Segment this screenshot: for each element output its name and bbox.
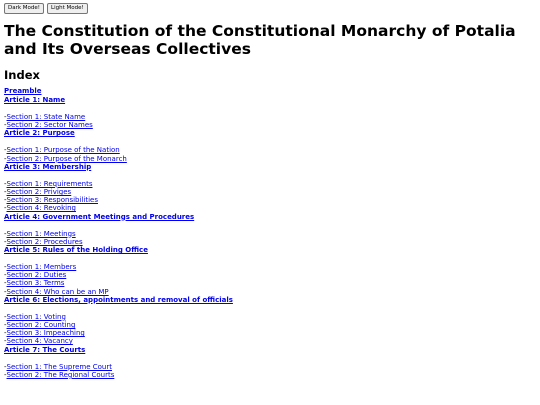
article-link[interactable]: Article 4: Government Meetings and Procedures: [4, 212, 195, 221]
section-link[interactable]: Section 2: Priviges: [6, 188, 72, 197]
article-block: [4, 346, 536, 379]
section-item: [4, 371, 536, 379]
index-heading: Index: [4, 68, 40, 82]
section-link[interactable]: Section 1: The Supreme Court: [6, 362, 112, 371]
section-dash: -: [4, 263, 7, 272]
article-block: [4, 213, 536, 246]
section-item: [4, 146, 536, 154]
section-link[interactable]: Section 1: Meetings: [6, 229, 76, 238]
section-list: [4, 230, 536, 246]
page-title: The Constitution of the Constitutional Monarchy of Potalia and Its Overseas Collectives: [4, 22, 516, 58]
section-item: [4, 204, 536, 212]
section-dash: -: [4, 113, 7, 121]
section-item: [4, 180, 536, 188]
article-link[interactable]: Article 5: Rules of the Holding Office: [4, 246, 148, 255]
section-link[interactable]: Section 1: Voting: [6, 312, 66, 321]
article-block: [4, 129, 536, 162]
preamble-link[interactable]: Preamble: [4, 87, 42, 95]
section-link[interactable]: Section 3: Impeaching: [6, 329, 85, 338]
section-dash: -: [4, 146, 7, 155]
section-dash: -: [4, 362, 7, 371]
section-dash: -: [4, 179, 7, 188]
section-list: [4, 263, 536, 296]
section-link[interactable]: Section 2: The Regional Courts: [6, 370, 115, 379]
section-item: [4, 313, 536, 321]
section-link[interactable]: Section 2: Procedures: [6, 237, 83, 246]
light-mode-button[interactable]: Light Mode!: [47, 3, 88, 14]
article-link[interactable]: Article 6: Elections, appointments and removal of officials: [4, 295, 233, 304]
section-item: [4, 188, 536, 196]
section-list: [4, 313, 536, 346]
section-item: [4, 321, 536, 329]
section-link[interactable]: Section 2: Counting: [6, 321, 76, 330]
section-dash: -: [4, 287, 7, 296]
article-link[interactable]: Article 2: Purpose: [4, 129, 75, 138]
section-item: [4, 363, 536, 371]
section-list: [4, 146, 536, 162]
section-dash: -: [4, 121, 7, 130]
section-dash: -: [4, 312, 7, 321]
section-dash: -: [4, 188, 7, 197]
section-item: [4, 279, 536, 287]
section-item: [4, 288, 536, 296]
section-item: [4, 271, 536, 279]
section-dash: -: [4, 196, 7, 205]
section-dash: -: [4, 271, 7, 280]
article-link[interactable]: Article 3: Membership: [4, 162, 92, 171]
section-list: [4, 113, 536, 129]
section-link[interactable]: Section 3: Responsibilities: [6, 196, 98, 205]
dark-mode-button[interactable]: Dark Mode!: [4, 3, 44, 14]
section-link[interactable]: Section 4: Who can be an MP: [6, 287, 109, 296]
section-item: [4, 230, 536, 238]
section-list: [4, 363, 536, 379]
section-dash: -: [4, 329, 7, 338]
section-dash: -: [4, 279, 7, 288]
section-link[interactable]: Section 1: Members: [6, 263, 77, 272]
section-dash: -: [4, 321, 7, 330]
article-block: [4, 163, 536, 213]
section-item: [4, 121, 536, 129]
section-link[interactable]: Section 4: Vacancy: [6, 337, 73, 346]
section-link[interactable]: Section 4: Revoking: [6, 204, 76, 213]
article-index: [4, 96, 536, 379]
article-block: [4, 246, 536, 296]
section-dash: -: [4, 154, 7, 163]
section-link[interactable]: Section 1: Purpose of the Nation: [6, 146, 120, 155]
mode-buttons: [4, 3, 536, 14]
section-link[interactable]: Section 1: Requirements: [6, 179, 93, 188]
section-dash: -: [4, 237, 7, 246]
section-item: [4, 337, 536, 345]
section-item: [4, 155, 536, 163]
section-dash: -: [4, 337, 7, 346]
section-dash: -: [4, 229, 7, 238]
section-item: [4, 113, 536, 121]
article-link[interactable]: Article 7: The Courts: [4, 345, 86, 354]
section-item: [4, 196, 536, 204]
section-link[interactable]: Section 2: Purpose of the Monarch: [6, 154, 127, 163]
section-list: [4, 180, 536, 213]
section-item: [4, 263, 536, 271]
article-block: [4, 96, 536, 129]
article-block: [4, 296, 536, 346]
section-dash: -: [4, 204, 7, 213]
section-link[interactable]: Section 3: Terms: [6, 279, 65, 288]
section-dash: -: [4, 370, 7, 379]
section-item: [4, 329, 536, 337]
section-link[interactable]: Section 1: State Name: [6, 113, 86, 121]
section-item: [4, 238, 536, 246]
section-link[interactable]: Section 2: Duties: [6, 271, 67, 280]
section-link[interactable]: Section 2: Sector Names: [6, 121, 93, 130]
article-link[interactable]: Article 1: Name: [4, 96, 66, 104]
